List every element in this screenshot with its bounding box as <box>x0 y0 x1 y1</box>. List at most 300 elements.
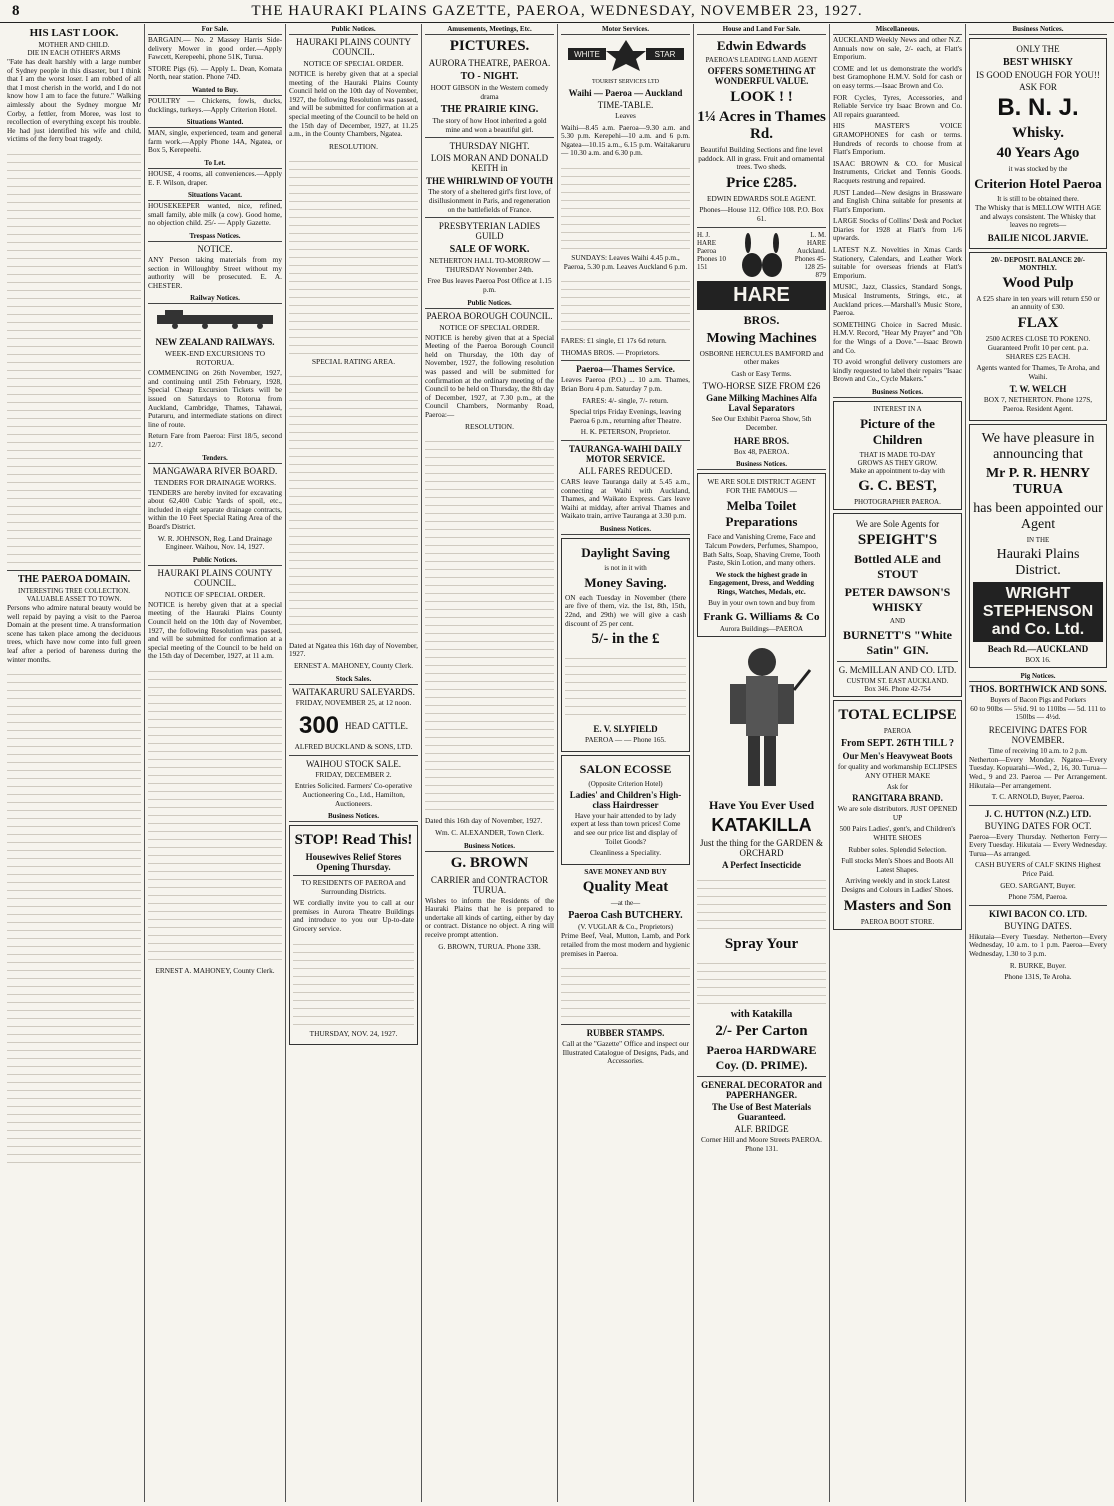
receiving-dates: RECEIVING DATES FOR NOVEMBER. <box>988 724 1088 745</box>
deposit: 20/- DEPOSIT. BALANCE 20/- MONTHLY. <box>991 255 1085 272</box>
at-the: —at the— <box>610 899 641 908</box>
katakilla-illustration <box>697 640 826 795</box>
ask-for: ASK FOR <box>1019 82 1057 92</box>
only-the: ONLY THE <box>1016 44 1060 54</box>
forty-years: 40 Years Ago <box>996 145 1080 161</box>
section-situations: Situations Wanted. <box>148 117 282 128</box>
train-illustration <box>148 307 282 334</box>
mcmillan-box: Box 346. Phone 42-754 <box>864 684 931 693</box>
eclipse-paeroa: PAEROA <box>883 726 912 735</box>
kiwi-schedule: Hikutaia—Every Tuesday. Netherton—Every Wednesday, 10 a.m. to 1 p.m. Paeroa—Every Wednesday, 1.30 to 3 p.m. <box>969 931 1107 959</box>
ad-music: MUSIC, Jazz, Classics, Standard Songs, Musical Instruments, Strings, etc., at Auckland prices.—Marshall's Music Store, Paeroa. <box>833 282 962 318</box>
sale-date-2: FRIDAY, DECEMBER 2. <box>315 769 392 779</box>
salon-text: Have your hair attended to by lady expert at less than town prices! Come and see our price list and display of Toilet Goods? <box>570 810 681 846</box>
rubber-stamps: RUBBER STAMPS. <box>586 1028 665 1039</box>
frank-williams: Frank G. Williams & Co <box>703 611 820 624</box>
ad-discount: ON each Tuesday in November (there are five of them, viz. the 1st, 8th, 15th, 22nd, and 29th) we will give a cash discount of 25 per cent. <box>565 592 686 628</box>
timetable: Waihi—8.45 a.m. Paeroa—9.30 a.m. and 5.30 p.m. Kerepehi—10 a.m. and 6 p.m. Ngatea—10.15 a.m., 6.15 p.m. Waitakaruru — 10.30 a.m. and 6.30 p.m. <box>561 122 690 158</box>
opening-date: THURSDAY, NOV. 24, 1927. <box>309 1028 398 1038</box>
gc-best: G. C. BEST, <box>858 477 937 494</box>
appointed: has been appointed our Agent <box>973 500 1103 532</box>
divider <box>425 217 554 218</box>
calf-skins: CASH BUYERS of CALF SKINS Highest Price Paid. <box>975 860 1101 879</box>
receiving-time: Time of receiving 10 a.m. to 2 p.m. <box>988 746 1088 755</box>
prairie-king: THE PRAIRIE KING. <box>440 104 539 116</box>
criterion-hotel: Criterion Hotel Paeroa <box>974 176 1102 191</box>
ad-tauranga: CARS leave Tauranga daily at 5.45 a.m., connecting at Waihi with Auckland, Thames, and Waikato Express. Cars leave Waihi at midday, after arrival Thames and Waikato train, arrive Tauranga at 3.30 p.m. <box>561 476 690 521</box>
sole-agent: EDWIN EDWARDS SOLE AGENT. <box>707 193 816 203</box>
hauraki-district: Hauraki Plains District. <box>996 546 1080 578</box>
terms: Cash or Easy Terms. <box>731 368 792 378</box>
beach-rd: Beach Rd.—AUCKLAND <box>987 643 1089 654</box>
brown-address: G. BROWN, TURUA. Phone 33R. <box>438 941 541 951</box>
still-obtained: It is still to be obtained there. <box>997 195 1079 203</box>
two-horse: TWO-HORSE SIZE FROM £26 <box>702 381 821 392</box>
section-business: Business Notices. <box>289 811 418 822</box>
route: Waihi — Paeroa — Auckland <box>568 88 683 98</box>
acres: 1¼ Acres in Thames Rd. <box>697 109 826 142</box>
column-2 <box>145 24 286 1502</box>
slyfield-ad <box>561 538 690 752</box>
booking-offices <box>561 274 690 334</box>
ws-star: STAR <box>654 50 675 59</box>
ad-hmv: HIS MASTER'S VOICE GRAMOPHONES for cash or terms. Hundreds of records to choose from at Flatt's Emporium. <box>833 121 962 157</box>
subhead-arms: DIE IN EACH OTHER'S ARMS <box>27 49 121 57</box>
divider <box>969 905 1107 906</box>
relief-title: Housewives Relief Stores Opening Thursday. <box>305 852 402 873</box>
ad-novelties: LATEST N.Z. Novelties in Xmas Cards Stationery, Calendars, and Leather Work suitable for overseas friends at Flatt's Emporium. <box>833 245 962 280</box>
ad-special-order: NOTICE is hereby given that at a special meeting of the Hauraki Plains County Council held on the 10th day of November, 1927, the following Resolution was passed, and will be submitted for confirmation at a special meeting of the Council to be held on the 15th day of December, 1927, at 11.25 a.m., in the County Chambers, Ngatea. <box>289 69 418 139</box>
salon-clean: Cleanliness a Speciality. <box>589 848 662 858</box>
garden-orchard: Just the thing for the GARDEN & ORCHARD <box>700 838 823 859</box>
notice-text <box>148 664 282 964</box>
divider <box>697 227 826 228</box>
made-today: THAT IS MADE TO-DAY <box>859 450 936 459</box>
headline-domain: THE PAEROA DOMAIN. <box>17 573 131 585</box>
section-for-sale: For Sale. <box>148 24 282 35</box>
column-7 <box>830 24 966 1502</box>
bnj: B. N. J. <box>997 94 1079 121</box>
decorator: GENERAL DECORATOR and PAPERHANGER. <box>701 1080 822 1101</box>
spray-text <box>697 956 826 1006</box>
buyers-bacon: Buyers of Bacon Pigs and Porkers <box>990 695 1086 704</box>
grocery-text <box>293 937 414 1027</box>
proprietors: THOMAS BROS. — Proprietors. <box>561 347 660 357</box>
pleasure: We have pleasure in announcing that <box>981 430 1095 462</box>
divider <box>969 805 1107 806</box>
custom-st: CUSTOM ST. EAST AUCKLAND. <box>846 676 949 685</box>
mellow: The Whisky that is MELLOW WITH AGE and always consistent. The Whisky that leaves no regrets— <box>974 203 1102 230</box>
hoot-gibson: HOOT GIBSON in the Western comedy drama <box>430 83 549 101</box>
section-business: Business Notices. <box>969 24 1107 35</box>
mangawara-title: MANGAWARA RIVER BOARD. <box>152 465 278 476</box>
bridge-address: Corner Hill and Moore Streets PAEROA. Phone 131. <box>701 1135 822 1153</box>
buying-dates: BUYING DATES FOR OCT. <box>984 820 1092 831</box>
alf-bridge: ALF. BRIDGE <box>734 1124 789 1135</box>
ad-sacred: SOMETHING Choice in Sacred Music. H.M.V. Record, "Hear My Prayer" and "Oh for the Wings of a Dove."—Isaac Brown and Co. <box>833 319 962 355</box>
whirlwind-story: The story of a sheltered girl's first love, of disillusionment in Paris, and regeneration on the battlefields of France. <box>428 187 551 214</box>
resolution-text <box>289 154 418 354</box>
buy-local: Buy in your own town and buy from <box>708 598 815 608</box>
quality-meat: Quality Meat <box>582 879 669 896</box>
speights-ad <box>833 513 962 697</box>
whirlwind: THE WHIRLWIND OF YOUTH <box>425 176 554 187</box>
residents: TO RESIDENTS OF PAEROA and Surrounding Districts. <box>301 878 406 896</box>
auctioneer: ALFRED BUCKLAND & SONS, LTD. <box>294 742 413 752</box>
lois-moran: LOIS MORAN AND DONALD KEITH in <box>430 153 549 174</box>
daylight-saving: Daylight Saving <box>581 544 670 560</box>
arriving: Arriving weekly and in stock Latest Designs and Colours in Ladies' Shoes. <box>841 876 954 894</box>
resolution-text <box>425 434 554 814</box>
good-enough: IS GOOD ENOUGH FOR YOU!! <box>976 70 1100 80</box>
hare-paeroa: H. J. HARE Paeroa Phones 10 151 <box>697 230 726 271</box>
column-5 <box>558 24 694 1502</box>
wood-pulp: Wood Pulp <box>1002 274 1074 291</box>
mower-makes: OSBORNE HERCULES BAMFORD and other makes <box>699 348 824 367</box>
materials: The Use of Best Materials Guaranteed. <box>712 1102 811 1123</box>
timetable-text <box>561 161 690 251</box>
mcmillan: G. McMILLAN AND CO. LTD. <box>838 664 957 675</box>
column-4 <box>422 24 558 1502</box>
five-in-pound: 5/- in the £ <box>591 631 660 648</box>
grows: GROWS AS THEY GROW. <box>857 458 938 467</box>
eclipse-ad <box>833 700 962 930</box>
burke-phone: Phone 131S, Te Aroha. <box>1004 972 1072 982</box>
ad-carting: Wishes to inform the Residents of the Hauraki Plains that he is prepared to undertake all kinds of carting, either by day or contract. Distance no object. A ring will receive prompt attention. <box>425 895 554 940</box>
section-public: Public Notices. <box>425 298 554 309</box>
netherton-hall: NETHERTON HALL TO-MORROW — THURSDAY November 24th. <box>429 256 550 274</box>
carrier-title: CARRIER and CONTRACTOR TURUA. <box>430 874 549 895</box>
butchery: Paeroa Cash BUTCHERY. <box>568 910 683 922</box>
discount-text <box>565 651 686 721</box>
carton-price: 2/- Per Carton <box>715 1023 808 1040</box>
nzr-title: NEW ZEALAND RAILWAYS. <box>155 337 275 348</box>
ad-cycles: FOR Cycles, Tyres, Accessories, and Reliable Service try Isaac Brown and Co. All repairs guaranteed. <box>833 92 962 119</box>
salon-location: (Opposite Criterion Hotel) <box>588 779 663 788</box>
edwin-agent: PAEROA'S LEADING LAND AGENT <box>705 56 818 64</box>
share-return: A £25 share in ten years will return £50 or an annuity of £30. <box>976 293 1100 312</box>
box-16: BOX 16. <box>1025 655 1051 664</box>
special-order-title: NOTICE OF SPECIAL ORDER. <box>439 322 540 332</box>
burke-buyer: R. BURKE, Buyer. <box>1009 960 1067 970</box>
entries: Entries Solicited. Farmers' Co-operative Auctioneering Co., Ltd., Hamilton, Auctioneers. <box>294 781 413 808</box>
edwin-offers: OFFERS SOMETHING AT WONDERFUL VALUE. <box>707 66 816 86</box>
appointment: Make an appointment to-day with <box>850 466 945 475</box>
slyfield: E. V. SLYFIELD <box>593 724 658 735</box>
ad-diaries: LARGE Stocks of Collins' Desk and Pocket Diaries for 1928 at Flatt's from 1/6 upwards. <box>833 216 962 243</box>
section-public: Public Notices. <box>289 24 418 35</box>
hare-box: Box 48, PAEROA. <box>733 446 790 456</box>
ad-special-order: NOTICE is hereby given that at a special meeting of the Hauraki Plains County Council held on the 10th day of November, 1927, the following Resolution was passed, and will be submitted for confirmation at a special meeting of the Council to be held on the 15th day of December, 1927, at 11 a.m. <box>148 599 282 661</box>
arnold-buyer: T. C. ARNOLD, Buyer, Paeroa. <box>991 792 1085 802</box>
hare-wordmark: HARE <box>697 281 826 310</box>
ad-grocery: WE cordially invite you to call at our premises in Aurora Theatre Buildings and introduce to you our Up-to-date Grocery service. <box>293 898 414 934</box>
pictures-title: PICTURES. <box>449 38 530 54</box>
look: LOOK ! ! <box>730 89 793 105</box>
ad-house: HOUSE, 4 rooms, all conveniences.—Apply E. F. Wilson, draper. <box>148 168 282 187</box>
ws-white: WHITE <box>573 50 600 59</box>
section-misc: Miscellaneous. <box>833 24 962 35</box>
sargant-phone: Phone 75M, Paeroa. <box>1008 892 1068 902</box>
section-trespass: Trespass Notices. <box>148 231 282 242</box>
salon-ladies: Ladies' and Children's High-class Hairdresser <box>569 789 682 810</box>
signature-mahoney: ERNEST A. MAHONEY, County Clerk. <box>293 660 414 670</box>
paeroa-hardware: Paeroa HARDWARE Coy. (D. PRIME). <box>706 1043 817 1073</box>
bailie-nicol-jarvie: BAILIE NICOL JARVIE. <box>987 232 1089 243</box>
ad-instruments: ISAAC BROWN & CO. for Musical Instruments, Cricket and Tennis Goods. Racquets restrung and repaired. <box>833 158 962 185</box>
section-business: Business Notices. <box>561 524 690 535</box>
money-saving: Money Saving. <box>584 574 667 590</box>
section-vacant: Situations Vacant. <box>148 190 282 201</box>
special-order-title: NOTICE OF SPECIAL ORDER. <box>164 589 266 599</box>
divider <box>7 570 141 571</box>
sole-agents: We are Sole Agents for <box>855 518 940 529</box>
total-eclipse: TOTAL ECLIPSE <box>838 706 957 723</box>
hutton-schedule: Paeroa—Every Thursday. Netherton Ferry—Every Tuesday. Hikutaia — Every Wednesday. Turua—As arranged. <box>969 831 1107 858</box>
meat-text <box>561 961 690 1021</box>
subhead-tree: INTERESTING TREE COLLECTION. <box>17 586 131 595</box>
pts-special: Special trips Friday Evenings, leaving Paeroa 6 p.m., returning after Theatre. <box>569 407 682 425</box>
section-wanted: Wanted to Buy. <box>148 85 282 96</box>
cattle-label: HEAD CATTLE. <box>345 721 409 732</box>
interest: INTEREST IN A <box>873 404 922 413</box>
hare-auckland: L. M. HARE Auckland. Phones 45-128 25-879 <box>794 230 826 279</box>
not-in-it: is not in it with <box>604 563 647 572</box>
kiwi-bacon: KIWI BACON CO. LTD. <box>989 908 1087 919</box>
hare-bros: HARE BROS. <box>733 435 789 446</box>
sale-of-work: SALE OF WORK. <box>449 244 530 256</box>
ad-special-order: NOTICE is hereby given that at a Special Meeting of the Paeroa Borough Council held on Thursday, the 10th day of November, 1927, the following resolution was passed and will be submitted for confirmation at the ordinary meeting of the Council to be held on Thursday, the 8th day of December, 1927, at 7.30 p.m., at the Council Chambers, Normanby Road, Paeroa:— <box>425 332 554 419</box>
pts-proprietor: H. K. PETERSON, Proprietor. <box>580 427 671 437</box>
kiwi-dates-title: BUYING DATES. <box>1004 920 1072 931</box>
ad-annuals: AUCKLAND Weekly News and other N.Z. Annuals now on sale, 2/- each, at Flatt's Emporium. <box>833 35 962 62</box>
photographer: PHOTOGRAPHER PAEROA. <box>854 497 941 506</box>
and-label: AND <box>889 616 906 625</box>
full-stocks: Full stocks Men's Shoes and Boots All Latest Shapes. <box>841 856 954 874</box>
mowing-machines: Mowing Machines <box>706 330 817 346</box>
divider <box>837 661 958 662</box>
section-to-let: To Let. <box>148 158 282 169</box>
show-exhibit: See Our Exhibit Paeroa Show, 5th December. <box>711 414 812 432</box>
dated-line: Dated this 16th day of November, 1927. <box>425 816 543 826</box>
ad-bargain: BARGAIN.— No. 2 Massey Harris Side-delivery Mower in good order.—Apply Fawcett, Kerepeehi, phone 51K, Turua. <box>148 35 282 62</box>
heavyweight: Our Men's Heavyweat Boots <box>842 750 953 761</box>
wright-stephenson: WRIGHT STEPHENSON and Co. Ltd. <box>973 582 1103 642</box>
have-you-used: Have You Ever Used <box>709 798 814 813</box>
ad-man: MAN, single, experienced, team and general farm work.—Apply Phone 14A, Ngatea, or Box 5, Kerepeehi. <box>148 128 282 155</box>
columns <box>4 24 1110 1502</box>
hpcc-title: HAURAKI PLAINS COUNTY COUNCIL. <box>295 37 411 57</box>
profit: Guaranteed Profit 10 per cent. p.a. SHARES £25 EACH. <box>987 342 1089 361</box>
burnetts-gin: BURNETT'S "White Satin" GIN. <box>842 627 952 657</box>
welch-box: BOX 7, NETHERTON. Phone 127S, Paeroa. Resident Agent. <box>983 395 1093 413</box>
slyfield-phone: PAEROA — — Phone 165. <box>584 735 667 745</box>
ad-delivery: TO avoid wrongful delivery customers are kindly requested to label their repairs "Isaac Brown and Co., Cycle Makers." <box>833 357 962 384</box>
masthead <box>0 0 1114 23</box>
ad-sections: Beautiful Building Sections and fine level paddock. All in grass. Fruit and ornamental trees. Two sheds. <box>698 145 825 172</box>
ad-store-pigs: STORE Pigs (6). — Apply L. Dean, Komata North, near station. Phone 74D. <box>148 63 282 82</box>
section-stock: Stock Sales. <box>289 674 418 685</box>
flax: FLAX <box>1017 314 1059 331</box>
signature-johnson: W. R. JOHNSON, Reg. Land Drainage Engineer. Waihou, Nov. 14, 1927. <box>157 533 273 552</box>
section-public: Public Notices. <box>148 555 282 566</box>
salon-title: SALON ECOSSE <box>579 761 672 776</box>
cattle-count: 300 <box>298 712 340 740</box>
resolution-title: RESOLUTION. <box>329 141 378 151</box>
in-the: IN THE <box>1026 535 1050 544</box>
section-pig: Pig Notices. <box>969 671 1107 682</box>
quality-boots: for quality and workmanship ECLIPSES ANY OTHER MAKE <box>837 761 958 780</box>
divider <box>561 360 690 361</box>
best-ad <box>833 401 962 510</box>
fares: FARES: £1 single, £1 17s 6d return. <box>561 336 667 346</box>
column-3 <box>286 24 422 1502</box>
pts-fares: FARES: 4/- single, 7/- return. <box>582 395 669 405</box>
whisky-label: Whisky. <box>1011 125 1065 141</box>
wright-stephenson-ad <box>969 424 1107 668</box>
rubber-soles: Rubber soles. Splendid Selection. <box>848 844 947 854</box>
section-railway: Railway Notices. <box>148 293 282 304</box>
rangitara: RANGITARA BRAND. <box>852 793 943 804</box>
column-1 <box>4 24 145 1502</box>
mr-henry: Mr P. R. HENRY TURUA <box>985 465 1091 497</box>
section-amusements: Amusements, Meetings, Etc. <box>425 24 554 35</box>
sale-date: FRIDAY, NOVEMBER 25, at 12 noon. <box>295 697 412 707</box>
section-business: Business Notices. <box>425 841 554 852</box>
column-8 <box>966 24 1110 1502</box>
section-motor: Motor Services. <box>561 24 690 35</box>
hare-icon <box>732 231 792 281</box>
article-text <box>7 147 141 567</box>
insecticide-text <box>697 873 826 933</box>
saleyards-title: WAITAKARURU SALEYARDS. <box>292 686 415 697</box>
vugler: (V. VUGLAR & Co., Proprietors) <box>578 923 673 932</box>
divider <box>289 755 418 756</box>
article-body-2: Persons who admire natural beauty would be well repaid by paying a visit to the Paeroa Domain at the present time. A transformation scene has taken place among the deciduous trees, which have now come into full green leaf after a period of bareness during the winter months. <box>7 602 141 664</box>
melba-products: Face and Vanishing Creme, Face and Talcum Powders, Perfumes, Shampoo, Bath Salts, Soap, Shaving Creme, Tooth Paste, Skin Lotion, and many others. <box>702 532 821 568</box>
divider <box>561 440 690 441</box>
presby-title: PRESBYTERIAN LADIES GUILD <box>438 221 541 242</box>
katakilla: KATAKILLA <box>711 815 812 836</box>
subhead-asset: VALUABLE ASSET TO TOWN. <box>26 594 122 603</box>
save-money: SAVE MONEY AND BUY <box>584 866 667 876</box>
tauranga-title: TAURANGA-WAIHI DAILY MOTOR SERVICE. <box>568 443 683 464</box>
headline-last-look: HIS LAST LOOK. <box>29 27 119 39</box>
sundays: SUNDAYS: Leaves Waihi 4.45 p.m., Paeroa, 5.30 p.m. Leaves Auckland 6 p.m. <box>563 252 688 271</box>
white-shoes: 500 Pairs Ladies', gent's, and Children's WHITE SHOES <box>839 824 956 842</box>
spray-your: Spray Your <box>724 936 799 953</box>
special-order-title: NOTICE OF SPECIAL ORDER. <box>303 59 404 68</box>
dated-line: Dated at Ngatea this 16th day of November, 1927. <box>289 640 418 659</box>
weights: 60 to 90lbs — 5¾d. 91 to 110lbs — 5d. 111 to 150lbs — 4½d. <box>970 703 1106 722</box>
column-6 <box>694 24 830 1502</box>
price: Price £285. <box>726 174 797 191</box>
resolution-title: RESOLUTION. <box>465 422 514 432</box>
notice-title: NOTICE. <box>197 243 233 254</box>
rating-text <box>289 369 418 639</box>
pts-title: Paeroa—Thames Service. <box>576 364 675 375</box>
melba-title: Melba Toilet Preparations <box>725 498 798 530</box>
signature-alexander: Wm. C. ALEXANDER, Town Clerk. <box>435 828 544 838</box>
aurora-title: AURORA THEATRE, PAEROA. <box>428 58 551 68</box>
hare-header <box>697 231 826 281</box>
relief-stores-ad <box>289 825 418 1045</box>
divider <box>425 137 554 138</box>
ad-gramophone: COME and let us demonstrate the world's best Gramophone H.M.V. Sold for cash or on easy terms.—Isaac Brown and Co. <box>833 63 962 90</box>
best-whisky: BEST WHISKY <box>1003 57 1073 68</box>
masthead-title: THE HAURAKI PLAINS GAZETTE, PAEROA, WEDNESDAY, NOVEMBER 23, 1927. <box>251 3 863 19</box>
ad-tenders: TENDERS are hereby invited for excavating about 62,400 Cubic Yards of spoil, etc., included in eight separate drainage contracts, within the 10 Feet Special Rating Area of the Board's District. <box>148 487 282 531</box>
tw-welch: T. W. WELCH <box>1009 384 1067 395</box>
bnj-ad <box>969 38 1107 249</box>
drainage-title: TENDERS FOR DRAINAGE WORKS. <box>154 477 276 487</box>
ad-trespass: ANY Person taking materials from my section in Willoughby Street without my authority will be prosecuted. E. A. CHESTER. <box>148 254 282 290</box>
ad-fare: Return Fare from Paeroa: First 18/5, second 12/7. <box>148 431 282 450</box>
ad-excursion: COMMENCING on 26th November, 1927, and continuing until 25th February, 1928, Special Cheap Excursion Tickets will be issued on Saturdays to Rotorua from Auckland, Cambridge, Thames, Tahawai, Putaruru, and intermediate stations on direct line of route. <box>148 368 282 429</box>
section-business: Business Notices. <box>697 459 826 470</box>
pbc-title: PAEROA BOROUGH COUNCIL. <box>426 310 553 321</box>
excursion-title: WEEK-END EXCURSIONS TO ROTORUA. <box>164 349 266 368</box>
divider <box>697 1076 826 1077</box>
ad-meat: Prime Beef, Veal, Mutton, Lamb, and Pork retailed from the most modern and hygienic premises in Paeroa. <box>561 931 690 958</box>
with-katakilla: with Katakilla <box>730 1009 793 1021</box>
fares-reduced: ALL FARES REDUCED. <box>578 465 673 476</box>
thursday-night: THURSDAY NIGHT. <box>449 141 530 152</box>
white-star-logo <box>561 38 690 85</box>
ad-poultry: POULTRY — Chickens, fowls, ducks, ducklings, turkeys.—Apply Criterion Hotel. <box>148 95 282 114</box>
sargant: GEO. SARGANT, Buyer. <box>1000 880 1076 890</box>
rating-title: SPECIAL RATING AREA. <box>311 356 396 366</box>
edwin-phones: Phones—House 112. Office 108. P.O. Box 61. <box>699 205 824 223</box>
section-business: Business Notices. <box>833 387 962 398</box>
ask-for: Ask for <box>886 783 909 792</box>
free-bus: Free Bus leaves Paeroa Post Office at 1.15 p.m. <box>427 276 552 294</box>
hutton: J. C. HUTTON (N.Z.) LTD. <box>984 808 1092 819</box>
section-house: House and Land For Sale. <box>697 24 826 35</box>
wood-pulp-ad <box>969 252 1107 421</box>
article-text-2 <box>7 667 141 1167</box>
sole-district: WE ARE SOLE DISTRICT AGENT FOR THE FAMOUS — <box>707 477 816 495</box>
waihou-title: WAIHOU STOCK SALE. <box>305 758 402 769</box>
picture-children: Picture of the Children <box>860 415 935 447</box>
peter-dawson: PETER DAWSON'S WHISKY <box>844 584 951 614</box>
article-body: "Fate has dealt harshly with a large number of Sydney people in this disaster, but I think that I am the worst loser. I am robbed of all that I most cherish in the world, and I do not know how I am to face the future." Walking aimlessly about the Sydney morgue Mr Corby, a fettler, from Moree, was lost to recollection of everything except his trouble. He had just identified his wife and child, victims of the ferry boat tragedy. <box>7 57 141 144</box>
bros-wordmark: BROS. <box>743 312 780 327</box>
cattle-line <box>289 710 418 742</box>
jewellery: We stock the highest grade in Engagement, Dress, and Wedding Rings, Watches, Medals, etc. <box>709 569 814 596</box>
borthwick: THOS. BORTHWICK AND SONS. <box>969 683 1107 694</box>
salon-ad <box>561 755 690 865</box>
just-opened: We are sole distributors. JUST OPENED UP <box>837 804 958 822</box>
hpcc-title: HAURAKI PLAINS COUNTY COUNCIL. <box>157 567 273 588</box>
leaves-label: Leaves <box>615 111 636 120</box>
speights: SPEIGHT'S <box>857 531 938 548</box>
edwin-title: Edwin Edwards <box>716 38 807 53</box>
brown-title: G. BROWN <box>450 854 529 871</box>
ad-brassware: JUST Landed—New designs in Brassware and English China suitable for presents at Flatt's Emporium. <box>833 187 962 214</box>
tonight: TO - NIGHT. <box>460 71 519 82</box>
prairie-story: The story of how Hoot inherited a gold mine and won a beautiful girl. <box>432 116 547 134</box>
ad-stamps: Call at the "Gazette" Office and inspect our Illustrated Catalogue of Designs, Pads, and Accessories. <box>562 1039 689 1066</box>
subhead-mother-child: MOTHER AND CHILD. <box>38 41 110 49</box>
stocked-by: it was stocked by the <box>1008 165 1068 173</box>
divider <box>561 1024 690 1025</box>
milking-machines: Gane Milking Machines Alfa Laval Separators <box>706 393 817 414</box>
insecticide: A Perfect Insecticide <box>722 860 801 871</box>
ws-tourist: TOURIST SERVICES LTD <box>591 79 660 85</box>
signature-mahoney: ERNEST A. MAHONEY, County Clerk. <box>155 965 275 975</box>
receiving-schedule: Netherton—Every Monday. Ngatea—Every Tuesday. Kopuarahi—Wed., 2, 16, 30. Turua—Wed., 9 and 23. Paeroa — Per Arrangement. Hikutaia—Per arrangement. <box>969 754 1107 790</box>
